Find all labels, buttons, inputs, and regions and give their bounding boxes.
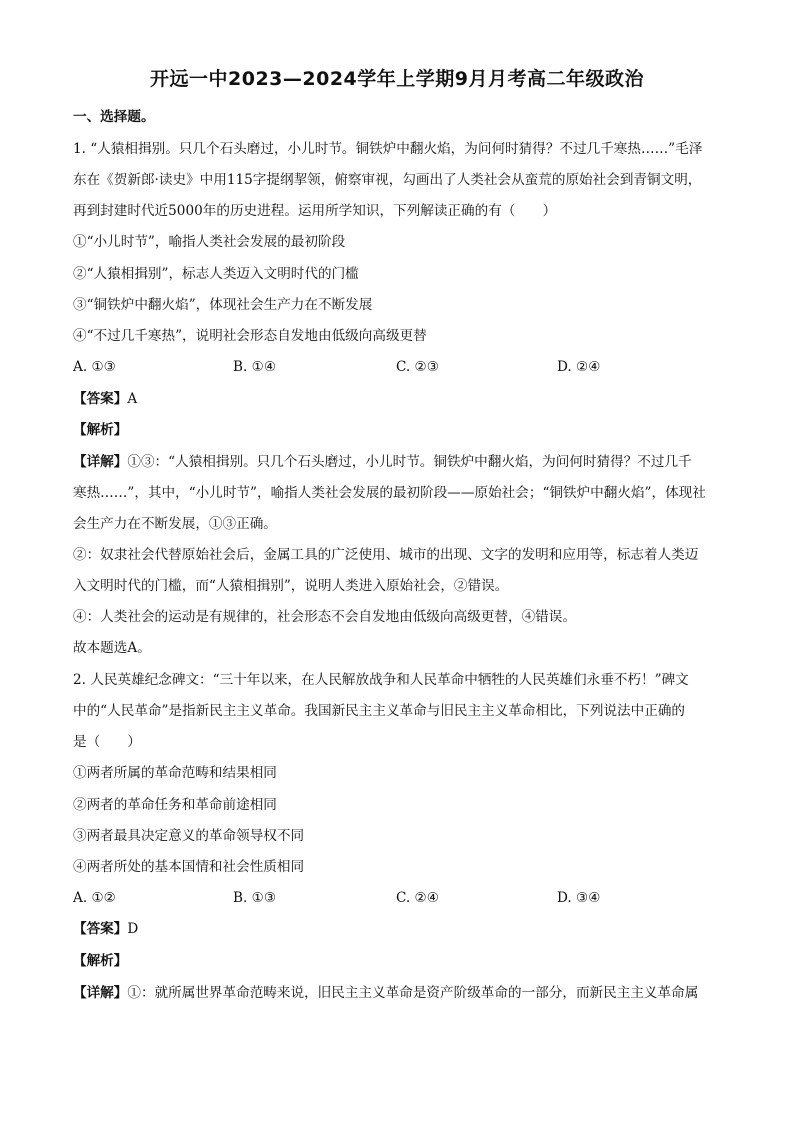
q1-item: ①“小儿时节”，喻指人类社会发展的最初阶段 <box>73 234 346 250</box>
q2-analysis-tag: 【解析】 <box>73 953 128 969</box>
q2-option-c: C. ②④ <box>396 890 439 906</box>
q1-detail-line: 【详解】①③：“人猿相揖别。只几个石头磨过，小儿时节。铜铁炉中翻火焰，为问何时猜得？不过几千 <box>73 454 692 470</box>
q1-item: ②“人猿相揖别”，标志人类迈入文明时代的门槛 <box>73 266 359 282</box>
q2-detail-line: 【详解】①：就所属世界革命范畴来说，旧民主主义革命是资产阶级革命的一部分，而新民主主义革命属 <box>73 985 699 1001</box>
q2-item: ①两者所属的革命范畴和结果相同 <box>73 765 277 781</box>
q1-detail-line: 会生产力在不断发展，①③正确。 <box>73 516 277 532</box>
q1-answer <box>73 389 137 409</box>
detail-tag: 【详解】 <box>73 454 128 470</box>
q1-option-a: A. ①③ <box>73 359 116 375</box>
q2-stem-line: 中的“人民革命”是指新民主主义革命。我国新民主主义革命与旧民主主义革命相比，下列说法中正确的 <box>73 703 686 719</box>
q2-item: ③两者最具决定意义的革命领导权不同 <box>73 828 305 844</box>
q1-stem-line: 东在《贺新郎·读史》中用115字提纲挈领，俯察审视，勾画出了人类社会从蛮荒的原始社会到青铜文明， <box>73 172 702 188</box>
q1-detail-line: 入文明时代的门槛，而“人猿相揖别”，说明人类进入原始社会，②错误。 <box>73 578 509 594</box>
q2-option-b: B. ①③ <box>233 890 277 906</box>
q1-item: ④“不过几千寒热”，说明社会形态自发地由低级向高级更替 <box>73 328 427 344</box>
q2-item: ④两者所处的基本国情和社会性质相同 <box>73 859 305 875</box>
page-title: 开远一中2023—2024学年上学期9月月考高二年级政治 <box>150 68 644 90</box>
q2-option-d: D. ③④ <box>557 890 601 906</box>
answer-tag: 【答案】 <box>73 391 128 407</box>
answer-value: A <box>127 391 138 407</box>
q2-item: ②两者的革命任务和革命前途相同 <box>73 797 277 813</box>
answer-tag: 【答案】 <box>73 921 128 937</box>
q2-stem-line: 2. 人民英雄纪念碑文：“三十年以来，在人民解放战争和人民革命中牺牲的人民英雄们永垂不朽！”碑文 <box>73 672 689 688</box>
q2-option-a: A. ①② <box>73 890 116 906</box>
detail-tag: 【详解】 <box>73 985 128 1001</box>
q1-detail-line: ②：奴隶社会代替原始社会后，金属工具的广泛使用、城市的出现、文字的发明和应用等，标志着人类迈 <box>73 547 699 563</box>
q1-detail-line: 故本题选A。 <box>73 640 151 656</box>
q2-answer <box>73 919 138 939</box>
q1-detail-line: 寒热……”，其中，“小儿时节”，喻指人类社会发展的最初阶段——原始社会；“铜铁炉中翻火焰”，体现社 <box>73 485 706 501</box>
q1-option-d: D. ②④ <box>557 359 601 375</box>
answer-value: D <box>127 921 139 937</box>
q2-stem-line: 是（ ） <box>73 734 141 750</box>
q1-detail-line: ④：人类社会的运动是有规律的，社会形态不会自发地由低级向高级更替，④错误。 <box>73 609 576 625</box>
q1-stem-line: 1. “人猿相揖别。只几个石头磨过，小儿时节。铜铁炉中翻火焰，为问何时猜得？不过几千寒热……”毛泽 <box>73 141 703 157</box>
q1-item: ③“铜铁炉中翻火焰”，体现社会生产力在不断发展 <box>73 297 373 313</box>
q1-option-b: B. ①④ <box>233 359 277 375</box>
q1-analysis-tag: 【解析】 <box>73 422 128 438</box>
q1-stem-line: 再到封建时代近5000年的历史进程。运用所学知识，下列解读正确的有（ ） <box>73 203 557 219</box>
section-heading: 一、选择题。 <box>73 109 155 125</box>
q1-option-c: C. ②③ <box>396 359 439 375</box>
